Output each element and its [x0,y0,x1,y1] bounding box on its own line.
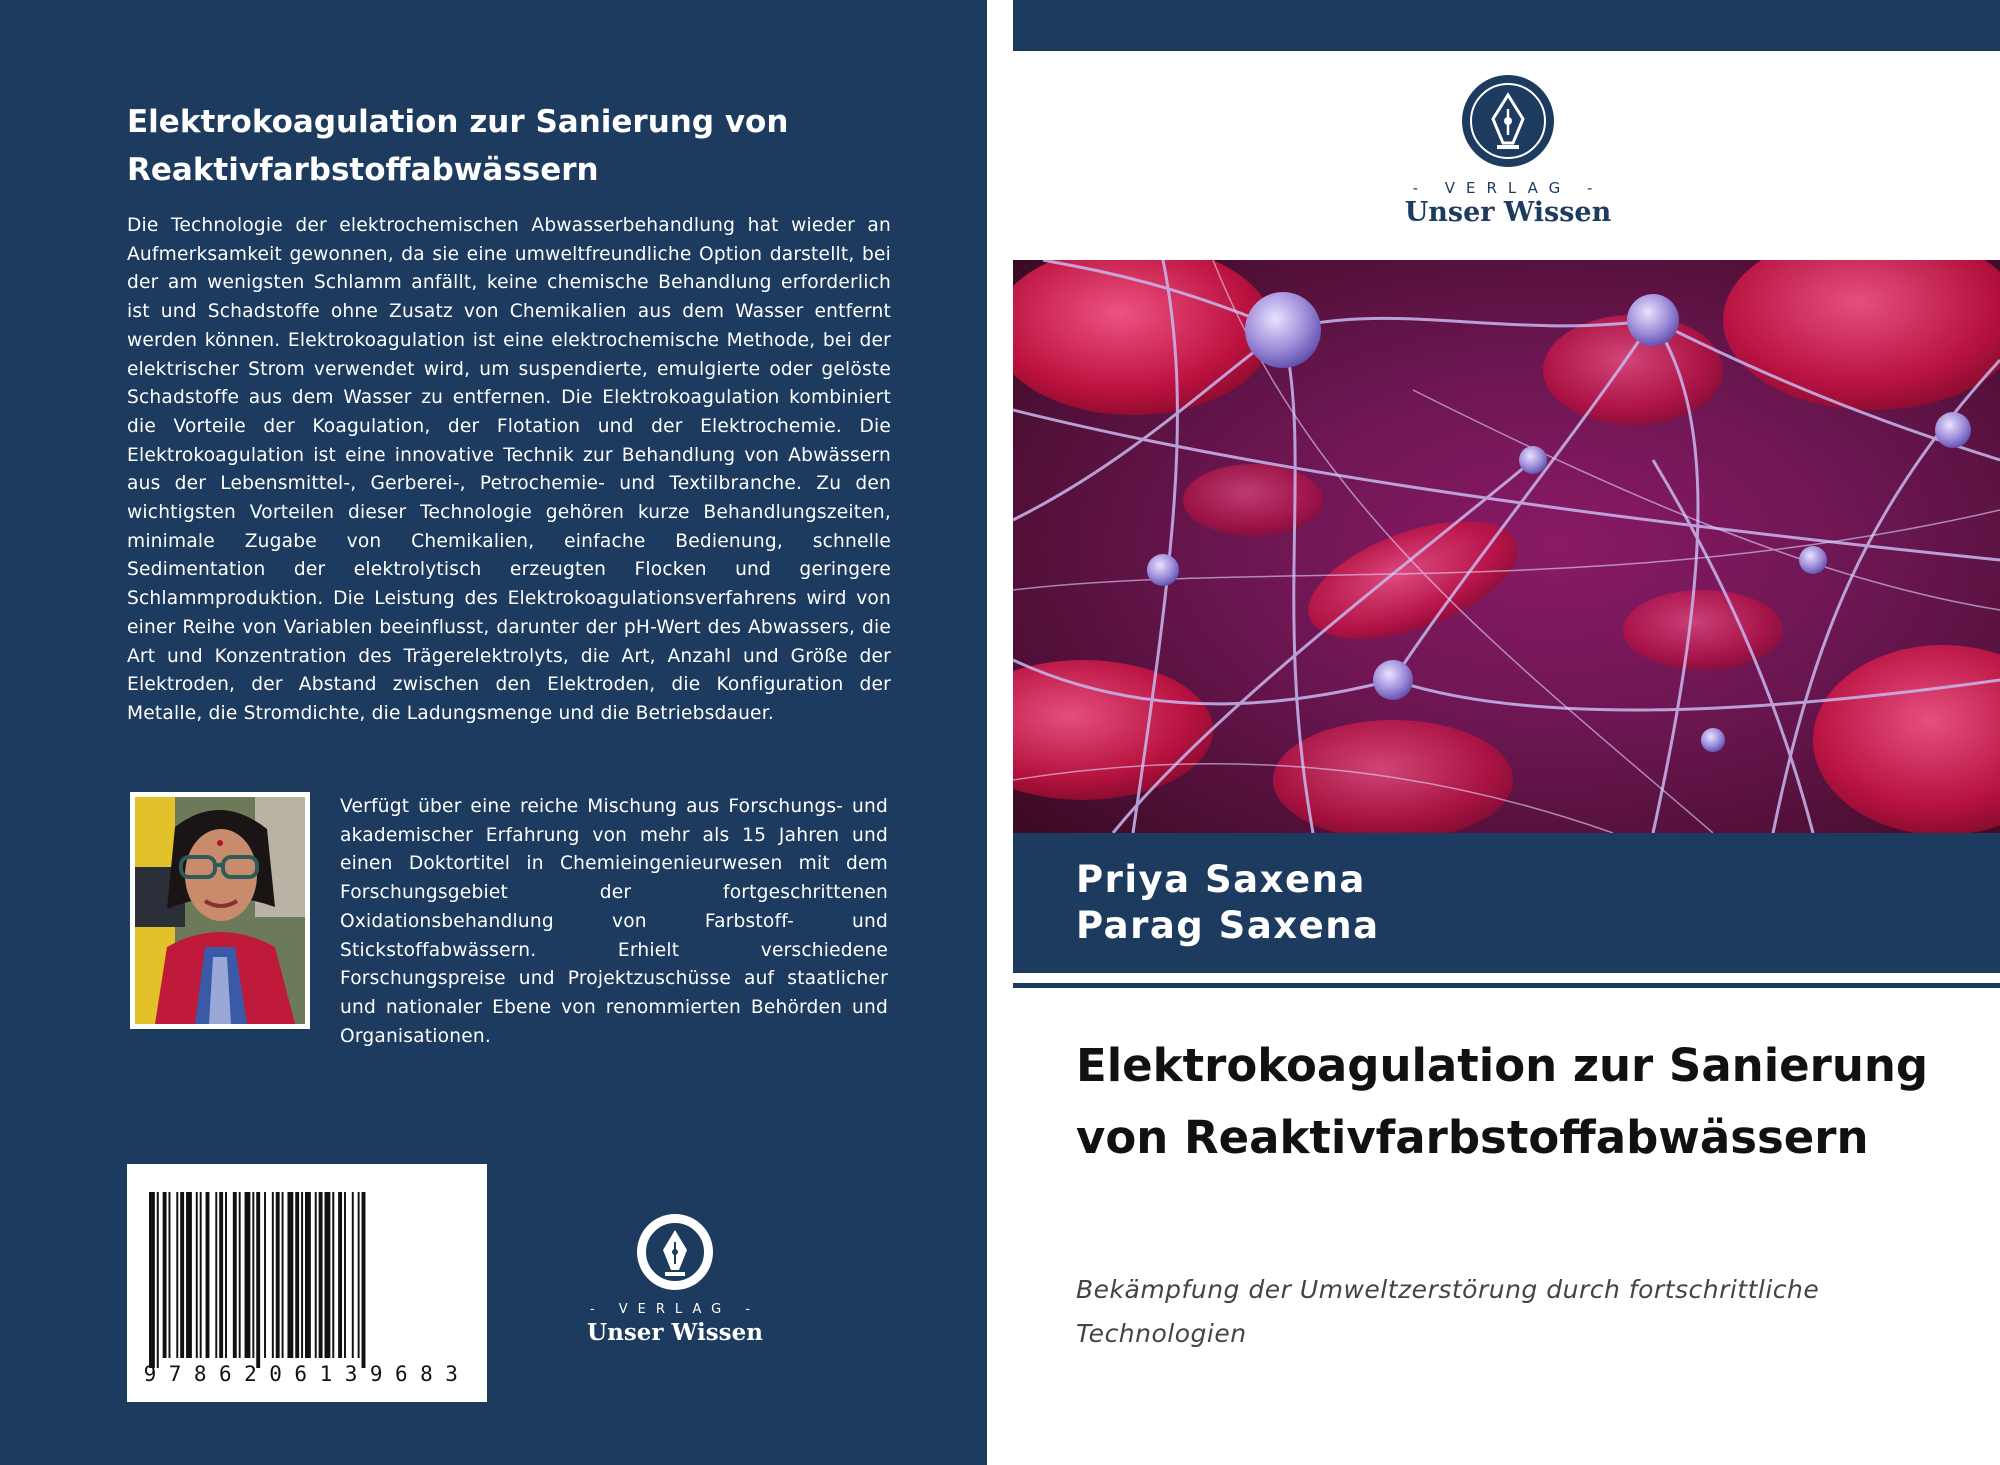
barcode-bar [200,1192,202,1358]
author-names [1076,857,1380,949]
author-name-1: Priya Saxena [1076,858,1366,901]
back-logo-brand-name: Unser Wissen [587,1319,763,1346]
barcode-bar [180,1192,184,1358]
barcode-bar [186,1192,192,1358]
isbn-number: 9786206139683 [143,1362,471,1386]
barcode-bar [252,1192,254,1358]
back-cover [0,0,987,1465]
barcode-bar [245,1192,251,1358]
barcode-bar [344,1192,346,1358]
barcode-bar [163,1192,167,1358]
front-top-band [1013,0,2000,51]
barcode-bar [362,1192,366,1368]
author-portrait-image [135,797,305,1024]
barcode-bar [287,1192,293,1358]
barcode-bar [256,1192,260,1368]
barcode-bar [282,1192,284,1358]
fountain-pen-nib-icon [635,1212,715,1292]
back-logo-verlag-label: - VERLAG - [589,1302,761,1317]
barcode-bar [301,1192,303,1358]
barcode-bar [332,1192,334,1358]
isbn-barcode [127,1164,487,1402]
barcode-bar [169,1192,171,1358]
barcode-bar [176,1192,178,1358]
front-cover-subtitle: Bekämpfung der Umweltzerstörung durch fortschrittliche Technologien [1076,1275,1820,1348]
barcode-bar [219,1192,223,1358]
barcode-bar [315,1192,317,1358]
barcode-bar [206,1192,210,1358]
barcode-bar [295,1192,299,1358]
barcode-bar [157,1192,159,1368]
author-biography: Verfügt über eine reiche Mischung aus Forschungs- und akademischer Erfahrung von mehr als 15 Jahren und einen Doktortitel in Chemieingenieurwesen mit dem Forschungsgebiet der fortgeschrittenen Oxidationsbehandlung von Farbstoff- und Stickstoffabwässern. Erhielt verschiedene Forschungspreise und Projektzuschüsse auf staatlicher und nationaler Ebene von renommierten Behörden und Organisationen. [340,796,888,1047]
barcode-bar [352,1192,354,1358]
neuron-cover-illustration [1013,260,2000,833]
front-publisher-logo [1363,73,1653,228]
barcode-bar [233,1192,237,1358]
back-cover-description: Die Technologie der elektrochemischen Abwasserbehandlung hat wieder an Aufmerksamkeit gewonnen, da sie eine umweltfreundliche Option darstellt, bei der am wenigsten Schlamm anfällt, keine chemische Behandlung erforderlich ist und Schadstoffe ohne Zusatz von Chemikalien aus dem Wasser entfernt werden können. Elektrokoagulation ist eine elektrochemische Methode, bei der elektrischer Strom verwendet wird, um suspendierte, emulgierte oder gelöste Schadstoffe aus dem Wasser zu entfernen. Die Elektrokoagulation kombiniert die Vorteile der Koagulation, der Flotation und der Elektrochemie. Die Elektrokoagulation ist eine innovative Technik zur Behandlung von Abwässern aus der Lebensmittel-, Gerberei-, Petrochemie- und Textilbranche. Zu den wichtigsten Vorteilen dieser Technologie gehören kurze Behandlungszeiten, minimale Zugabe von Chemikalien, einfache Bedienung, schnelle Sedimentation der elektrolytisch erzeugten Flocken und geringere Schlammproduktion. Die Leistung des Elektrokoagulationsverfahrens wird von einer Reihe von Variablen beeinflusst, darunter der pH-Wert des Abwassers, die Art und Konzentration des Trägerelektrolyts, die Art, Anzahl und Größe der Elektroden, der Abstand zwischen den Elektroden, die Konfiguration der Metalle, die Stromdichte, die Ladungsmenge und die Betriebsdauer. [127,215,891,724]
barcode-bar [196,1192,198,1358]
front-cover-title: Elektrokoagulation zur Sanierung von Reaktivfarbstoffabwässern [1076,1039,1929,1164]
barcode-bar [264,1192,266,1358]
barcode-bar [276,1192,280,1358]
author-photo [130,792,310,1029]
barcode-bar [225,1192,227,1358]
spine-gap [987,0,1013,1465]
barcode-bar [325,1192,331,1358]
barcode-bar [358,1192,360,1358]
barcode-bar [305,1192,311,1358]
front-cover [1013,0,2000,1465]
barcode-bar [272,1192,274,1358]
fountain-pen-nib-icon [1460,73,1556,169]
author-band [1013,833,2000,973]
back-cover-title: Elektrokoagulation zur Sanierung von Reaktivfarbstoffabwässern [127,104,789,188]
barcode-bar [319,1192,323,1358]
divider-rule [1013,983,2000,988]
front-logo-verlag-label: - VERLAG - [1412,179,1604,197]
barcode-bar [215,1192,217,1358]
author-name-2: Parag Saxena [1076,904,1380,947]
back-publisher-logo [580,1212,770,1347]
barcode-bar [149,1192,155,1368]
barcode-bar [239,1192,241,1358]
front-logo-brand-name: Unser Wissen [1404,197,1612,228]
barcode-bar [338,1192,342,1358]
